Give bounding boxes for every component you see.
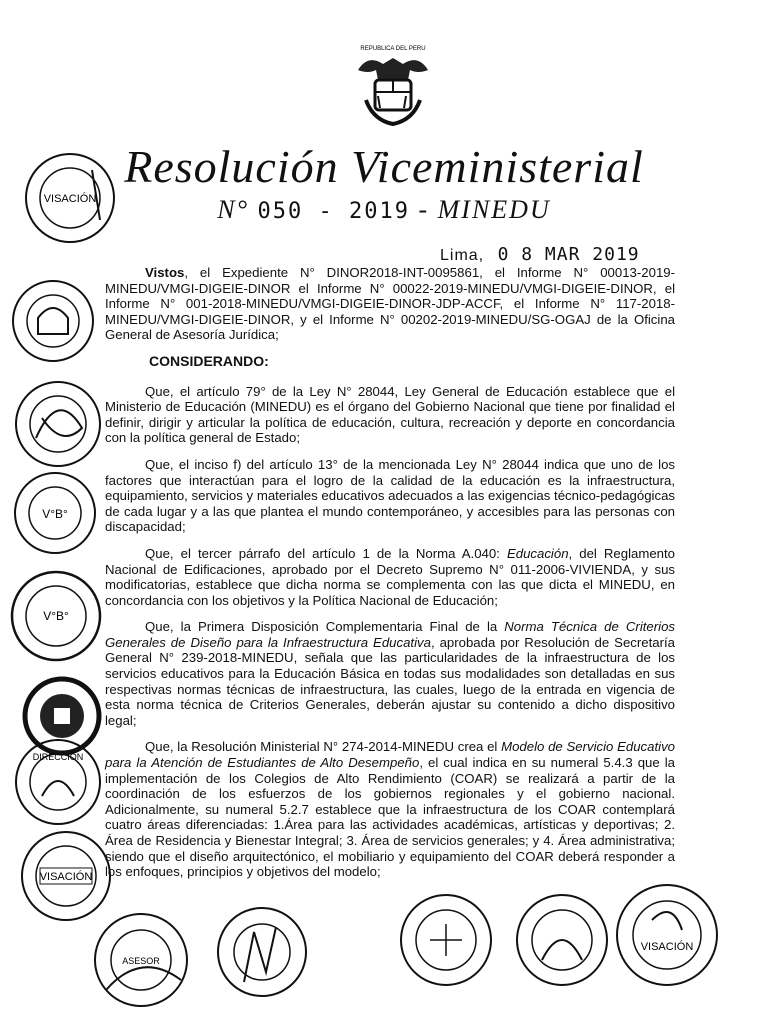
paragraph-5-text-b: , el cual indica en su numeral 5.4.3 que la implementación de los Colegios de Alto Rendimiento (COAR) se realizará a partir de la coordinación de los esfuerzos de los gobiernos regionales y el gobierno nacional. Adicionalmente, su numeral 5.2.7 establece que la infraestructura de los COAR contemplará cuatro áreas diferenciadas: 1.Área para las actividades académicas, artísticas y deportivas; 2. Área de Residencia y Bienestar Integral; 3. Área de servicios generales; y 4. Área administrativa; siendo que el diseño arquitectónico, el mobiliario y equipamiento del COAR deberá responder a los enfoques, principios y objetivos del modelo; xyxy=(105,755,676,880)
paragraph-4-text-b: , aprobada por Resolución de Secretaría General N° 239-2018-MINEDU, señala que las particularidades de la infraestructura de los servicios educativos para la Educación Básica en todas sus modalidades son detalladas en sus respectivas normas técnicas de infraestructura, las cuales, luego de la entrada en vigencia de esta norma técnica de Criterios Generales, deberán ajustar su contenido a dicho dispositivo legal; xyxy=(105,634,675,728)
direccion-seal-icon xyxy=(12,736,104,828)
number-prefix: N° xyxy=(217,195,250,224)
paragraph-5-emphasis: Modelo de Servicio Educativo para la Atención de Estudiantes de Alto Desempeño xyxy=(105,739,675,771)
seal-label: VISACIÓN xyxy=(39,871,93,883)
considerando-heading: CONSIDERANDO: xyxy=(149,352,269,369)
vistos-paragraph xyxy=(105,265,675,343)
paragraph-4-emphasis: Norma Técnica de Criterios Generales de Diseño para la Infraestructura Educativa xyxy=(105,619,675,650)
paragraph-5-text-a: Que, la Resolución Ministerial N° 274-2014-MINEDU crea el xyxy=(145,739,502,755)
document-body xyxy=(105,265,675,891)
signature-seal-icon xyxy=(214,902,310,1002)
asesor-seal-icon xyxy=(86,910,196,1010)
signature-seal-icon xyxy=(12,378,104,470)
paragraph-5 xyxy=(105,739,675,879)
paragraph-4 xyxy=(105,619,675,728)
paragraph-3-emphasis: Educación xyxy=(506,545,569,561)
seal-label: VISACIÓN xyxy=(43,193,97,205)
vistos-lead: Vistos xyxy=(145,265,185,280)
paragraph-2 xyxy=(105,457,675,535)
visacion-seal-icon xyxy=(612,880,722,990)
paragraph-4-text-a: Que, la Primera Disposición Complementaria Final de la xyxy=(145,619,505,635)
paragraph-3-text-b: , del Reglamento Nacional de Edificaciones, aprobado por el Decreto Supremo N° 011-2006-VIVIENDA, y sus modificatorias, establece que dicha norma se complementa con las que dicta el MINEDU, en concordancia con los objetivos y la Política Nacional de Educación; xyxy=(105,545,675,608)
coat-of-arms-icon xyxy=(348,40,438,130)
date-line xyxy=(440,244,640,265)
date-place: Lima, xyxy=(440,247,485,264)
education-seal-icon xyxy=(512,890,612,990)
document-title: Resolución Viceministerial xyxy=(124,141,644,192)
visacion-seal-icon xyxy=(22,150,118,246)
paragraph-1-text: Que, el artículo 79° de la Ley N° 28044, Ley General de Educación establece que el Ministerio de Educación (MINEDU) es el órgano del Gobierno Nacional que tiene por finalidad el definir, dirigir y articular la política de educación, cultura, recreación y deporte en concordancia con la política general de Estado; xyxy=(105,383,675,446)
seal-label: V°B° xyxy=(42,507,68,521)
paragraph-3 xyxy=(105,546,675,608)
seal-label: DIRECCIÓN xyxy=(32,752,84,762)
paragraph-3-text-a: Que, el tercer párrafo del artículo 1 de la Norma A.040: xyxy=(145,545,507,561)
crest-text: REPUBLICA DEL PERU xyxy=(360,46,426,52)
approval-seal-icon xyxy=(10,278,96,364)
number-value: 050 - 2019 xyxy=(257,199,410,224)
paragraph-1 xyxy=(105,384,675,446)
vobo-seal-icon xyxy=(12,470,98,556)
seal-label: ASESOR xyxy=(122,956,160,966)
seal-label: VISACIÓN xyxy=(640,941,694,953)
date-stamp: 0 8 MAR 2019 xyxy=(497,244,640,265)
paragraph-2-text: Que, el inciso f) del artículo 13° de la mencionada Ley N° 28044 indica que uno de los factores que interactúan para el logro de la calidad de la educación es la infraestructura, equipamiento, servicios y materiales educativos adecuados a las exigencias técnico-pedagógicas de cada lugar y a las que plantea el mundo contemporáneo, y accesibles para las personas con discapacidad; xyxy=(105,456,675,535)
number-suffix: - MINEDU xyxy=(418,195,551,224)
ministry-seal-icon xyxy=(396,890,496,990)
vobo-seal-icon xyxy=(8,568,104,664)
vistos-text: , el Expediente N° DINOR2018-INT-0095861, el Informe N° 00013-2019-MINEDU/VMGI-DIGEIE-DINOR el Informe N° 00022-2019-MINEDU/VMGI-DIGEIE-DINOR, el Informe N° 001-2018-MINEDU/VMGI-DIGEIE-DINOR-JDP-ACCF, el Informe N° 117-2018-MINEDU/VMGI-DIGEIE-DINOR, y el Informe N° 00202-2019-MINEDU/SG-OGAJ de la Oficina General de Asesoría Jurídica; xyxy=(105,265,675,343)
seal-label: V°B° xyxy=(43,609,69,623)
